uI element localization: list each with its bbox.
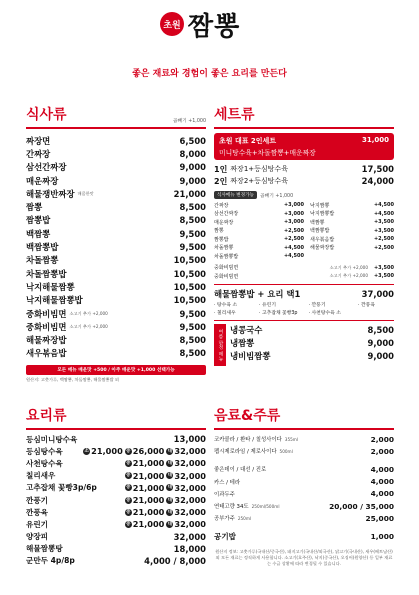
menu-item-name: 백짬뽕밥 (26, 242, 59, 253)
combo-option-row (214, 309, 394, 317)
set-row-label-group (214, 176, 288, 187)
dish-size-price (125, 519, 165, 529)
dish-price: 13,000 (173, 434, 206, 445)
menu-item-label-group (26, 188, 94, 200)
drink-label-group (214, 478, 240, 486)
size-circle: 중 (126, 497, 131, 503)
menu-item-name: 낙지해물짬뽕 (26, 281, 75, 292)
dish-size-price (125, 446, 165, 456)
sets-title: 세트류 (214, 107, 255, 123)
drink-label-group (214, 502, 280, 510)
dish-price: 32,000 (173, 531, 206, 542)
dish-size-price (125, 483, 165, 493)
dish-price-group (83, 446, 206, 456)
size-circle: 대 (167, 521, 173, 527)
set-option-row (214, 227, 394, 236)
drink-price: 2,000 (370, 434, 394, 444)
summer-rule (214, 320, 394, 321)
set-option-cell: +3,500 (373, 219, 394, 226)
menu-item-label-group (26, 294, 83, 306)
dish-size-price (125, 507, 165, 517)
menu-item-price: 9,000 (179, 175, 206, 186)
menu-item (26, 347, 206, 360)
dish-price-group (125, 507, 206, 517)
size-circle: 중 (126, 485, 131, 491)
menu-item-label-group (26, 241, 58, 253)
size-price: 32,000 (174, 507, 206, 518)
set-option-cell: +4,500 (373, 202, 394, 209)
set-option-grid (214, 201, 394, 261)
dish-price: 4,000 / 8,000 (144, 555, 206, 566)
menu-item-label-group (26, 334, 66, 346)
drinks-section (214, 405, 394, 567)
summer-item-price: 9,000 (367, 338, 394, 348)
set-row-desc: 짜장1+등심탕수육 (230, 165, 288, 173)
menu-item (26, 254, 206, 267)
menu-item (26, 320, 206, 333)
menu-item-name: 매운짜장 (26, 175, 59, 186)
summer-item-name: 냉짬뽕 (230, 338, 255, 348)
dish-name: 유린기 (26, 519, 49, 529)
tagline: 좋은 재료와 경험이 좋은 요리를 만든다 (132, 69, 287, 79)
size-circle: 대 (167, 473, 173, 479)
combo-option: · 탕수육 소 (214, 303, 238, 308)
set-option-name: 중화비빔면 (214, 273, 239, 280)
drink-sub: 250ml/500ml (251, 503, 280, 509)
size-circle: 중 (126, 460, 131, 466)
menu-item-label-group (26, 175, 58, 187)
set-option-cell: 짬뽕 (214, 228, 224, 235)
summer-item (230, 324, 394, 337)
dish-name: 칠리새우 (26, 471, 56, 481)
dish-price-group (125, 471, 206, 481)
meals-origin-note: 원산지: 고춧가루, 백짬뽕, 차돌짬뽕, 해물짬뽕밥 외 (26, 377, 119, 383)
set-option-row-2 (214, 264, 394, 273)
dish-item (26, 457, 206, 469)
dish-item (26, 482, 206, 494)
set-row (214, 175, 394, 187)
menu-item (26, 161, 206, 174)
dish-price-group (125, 483, 206, 493)
dish-size-price (125, 458, 165, 468)
size-circle: 소 (84, 448, 89, 454)
combo-option: · 고추잡채 꽃빵3p (259, 311, 298, 316)
menu-item-price: 8,500 (179, 348, 206, 359)
drink-price: 4,000 (370, 477, 394, 487)
size-price: 21,000 (132, 470, 165, 481)
signature-set-name: 초원 대표 2인세트 (219, 137, 277, 145)
dishes-rule (26, 428, 206, 430)
set-option-cell: +3,000 (283, 210, 304, 217)
logo-badge: 초원 (160, 12, 184, 36)
dish-size-price (166, 495, 206, 505)
dish-price-group (125, 519, 206, 529)
set-option-cell: +3,000 (283, 219, 304, 226)
drink-name: 이과두주 (214, 491, 235, 498)
set-row-name: 2인 (214, 176, 228, 186)
menu-item-name: 해물쟁반짜장 (26, 188, 75, 199)
options-note: 곱빼기 +1,000 (259, 193, 294, 199)
drink-price: 2,000 (370, 446, 394, 456)
dish-size-price (125, 471, 165, 481)
menu-item-price: 10,500 (173, 268, 206, 279)
menu-item-name: 중화비빔면 (26, 308, 67, 319)
drinks-origin-note: 원산지 정보: 고춧가루(국내산/중국산), 돼지고기(국내산/외국산), 닭고기(국내산), 새우(베트남산) 외 모든 재료는 정직하게 사용합니다. 소고기(호주산), 낙지(중국산), 오징어(원양산) 등 일부 재료는 수급 상황에 따라 변경될 수 있습니다. (215, 548, 393, 566)
set-option-cell: 낙지짬뽕밥 (310, 211, 335, 218)
dish-item (26, 445, 206, 457)
dish-size-price (83, 446, 123, 456)
dish-item (26, 555, 206, 567)
set-row-desc: 짜장2+등심탕수육 (230, 177, 288, 185)
drinks-rule (214, 428, 394, 430)
size-circle: 중 (126, 509, 131, 515)
logo (160, 6, 270, 44)
size-price: 32,000 (174, 495, 206, 506)
size-circle: 대 (167, 448, 173, 454)
menu-item-label-group (26, 228, 50, 240)
menu-item-name: 차돌짬뽕 (26, 255, 59, 266)
menu-item-label-group (26, 214, 50, 226)
drink-price: 1,000 (370, 531, 394, 541)
dish-price-group (125, 458, 206, 468)
menu-item-label-group (26, 148, 50, 160)
size-circle: 중 (126, 521, 131, 527)
options-badge: 식사메뉴 변경가능 (214, 191, 257, 199)
combo-rule (214, 284, 394, 285)
set-option-grid-2 (214, 264, 394, 281)
menu-item-name: 백짬뽕 (26, 228, 51, 239)
drink-sub: 355ml (284, 436, 299, 442)
combo-option: · 칠리새우 (214, 311, 236, 316)
summer-item (230, 350, 394, 363)
set-option-row (214, 244, 394, 253)
menu-item (26, 200, 206, 213)
menu-item-name: 해물짜장밥 (26, 335, 67, 346)
menu-item-price: 9,500 (179, 308, 206, 319)
menu-item-price: 9,000 (179, 162, 206, 173)
menu-item (26, 267, 206, 280)
menu-item-name: 간짜장 (26, 148, 51, 159)
set-option-row-2 (214, 272, 394, 281)
drink-item (214, 512, 394, 524)
size-price: 26,000 (132, 446, 165, 457)
size-price: 21,000 (132, 458, 165, 469)
drink-sub: 250ml (237, 515, 252, 521)
drink-label-group (214, 490, 235, 498)
menu-item-price: 21,000 (173, 188, 206, 199)
summer-item (230, 337, 394, 350)
drink-label-group (214, 465, 266, 473)
drink-name: 공기밥 (214, 531, 237, 541)
combo-option-row (214, 301, 394, 309)
dish-size-price (166, 483, 206, 493)
set-option-cell: +2,500 (283, 227, 304, 234)
combo-options (214, 301, 394, 317)
set-option-price: +3,500 (373, 264, 394, 271)
drink-price: 4,000 (370, 489, 394, 499)
menu-item-label-group (26, 161, 66, 173)
set-option-cell: 백짬뽕밥 (310, 228, 330, 235)
menu-item-label-group (26, 135, 50, 147)
combo-option: · 유린기 (259, 303, 276, 308)
drinks-title: 음료&주류 (214, 408, 281, 424)
combo-option: · 사천탕수육 소 (308, 311, 341, 316)
dish-size-price (166, 446, 206, 456)
dish-name: 사천탕수육 (26, 458, 63, 468)
dishes-section (26, 405, 206, 567)
set-option-row (214, 218, 394, 227)
signature-set (214, 133, 394, 160)
dish-item (26, 433, 206, 445)
drink-label-group (214, 447, 293, 455)
menu-item-price: 8,500 (179, 202, 206, 213)
menu-item-price: 8,500 (179, 215, 206, 226)
menu-item-price: 9,500 (179, 242, 206, 253)
size-price: 32,000 (174, 482, 206, 493)
summer-item-price: 9,000 (367, 351, 394, 361)
set-option-cell: 짬뽕밥 (214, 236, 229, 243)
menu-item-name: 중화비빔면 (26, 321, 67, 332)
size-price: 21,000 (132, 507, 165, 518)
dish-size-price (125, 495, 165, 505)
size-price: 32,000 (174, 458, 206, 469)
size-circle: 대 (167, 509, 173, 515)
set-row-name: 1인 (214, 164, 228, 174)
dish-item (26, 531, 206, 543)
set-row-price: 17,500 (361, 164, 394, 174)
menu-item-name: 낙지해물짬뽕밥 (26, 295, 83, 306)
set-option-row (214, 252, 394, 261)
size-price: 21,000 (132, 495, 165, 506)
menu-item-name: 차돌짬뽕밥 (26, 268, 67, 279)
summer-items (230, 324, 394, 366)
set-option-cell: +3,500 (373, 227, 394, 234)
drink-item (214, 463, 394, 475)
menu-item-label-group (26, 254, 58, 266)
menu-item-price: 6,500 (179, 135, 206, 146)
dish-size-price (166, 471, 206, 481)
menu-item-name: 짬뽕밥 (26, 215, 51, 226)
meals-rule (26, 127, 206, 129)
size-price: 21,000 (91, 446, 123, 457)
drink-price: 4,000 (370, 464, 394, 474)
size-price: 21,000 (132, 519, 165, 530)
sets-rule (214, 127, 394, 129)
menu-item-price: 9,500 (179, 321, 206, 332)
dish-name: 등심탕수육 (26, 446, 63, 456)
set-rows (214, 163, 394, 187)
menu-item-label-group (26, 268, 66, 280)
menu-item-sub: 소고기 추가 +2,000 (69, 323, 108, 329)
set-option-sub: 소고기 추가 +2,000 (329, 273, 368, 279)
menu-item-label-group (26, 281, 75, 293)
set-option-cell: 차돌짬뽕 (214, 245, 234, 252)
set-option-cell: +4,500 (373, 210, 394, 217)
menu-item-name: 새우볶음밥 (26, 348, 67, 359)
dish-name: 깐풍육 (26, 507, 49, 517)
dish-item (26, 470, 206, 482)
set-row-price: 24,000 (361, 176, 394, 186)
set-row (214, 163, 394, 175)
drink-label-group (214, 435, 298, 443)
drink-name: 펩시제로라임 / 제로사이다 (214, 449, 277, 456)
set-option-cell: 낙지짬뽕 (310, 202, 330, 209)
set-option-cell: +3,000 (283, 202, 304, 209)
sets-section (214, 104, 394, 366)
drink-name: 좋은데이 / 대선 / 진로 (214, 467, 267, 474)
menu-item-name: 삼선간짜장 (26, 162, 67, 173)
menu-item (26, 333, 206, 346)
dish-item (26, 518, 206, 530)
dish-name: 군만두 4p/8p (26, 556, 75, 566)
set-option-name: 중화비빔면 (214, 265, 239, 272)
dish-name: 해물짬뽕탕 (26, 544, 63, 554)
set-option-cell: 삼선간짜장 (214, 211, 239, 218)
size-price: 32,000 (174, 470, 206, 481)
dish-item (26, 506, 206, 518)
size-circle: 대 (167, 485, 173, 491)
summer-tag: 여름 한정 메뉴 (214, 324, 226, 366)
dish-name: 양장피 (26, 532, 49, 542)
menu-item-sub: 매콤한맛 (77, 190, 94, 196)
menu-item (26, 280, 206, 293)
logo-text: 짬뽕 (188, 12, 241, 42)
meals-title: 식사류 (26, 107, 67, 123)
summer-item-name: 냉콩국수 (230, 325, 263, 335)
set-option-sub: 소고기 추가 +2,000 (329, 264, 368, 270)
combo-name: 해물짬뽕밥 + 요리 택1 (214, 288, 301, 299)
menu-item (26, 147, 206, 160)
size-circle: 대 (167, 460, 173, 466)
size-circle: 중 (126, 448, 131, 454)
set-option-cell: 해물짜장밥 (310, 245, 335, 252)
menu-item (26, 294, 206, 307)
signature-set-price: 31,000 (361, 136, 389, 144)
dish-size-price (166, 458, 206, 468)
drink-name: 코카콜라 / 환타 / 칠성사이다 (214, 437, 282, 444)
dishes-list (26, 433, 206, 567)
set-row-label-group (214, 164, 288, 175)
menu-item-sub: 소고기 추가 +2,000 (69, 310, 108, 316)
menu-item-price: 10,500 (173, 281, 206, 292)
set-option-cell: 매운짜장 (214, 219, 234, 226)
dish-price: 18,000 (173, 543, 206, 554)
menu-item-price: 10,500 (173, 295, 206, 306)
set-option-cell: 백짬뽕 (310, 219, 325, 226)
menu-item-label-group (26, 321, 108, 333)
dish-size-price (166, 507, 206, 517)
drink-name: 공부가주 (214, 516, 235, 523)
drink-name: 연태고량 34도 (214, 504, 249, 511)
size-circle: 중 (126, 473, 131, 479)
dish-item (26, 494, 206, 506)
drink-item (214, 500, 394, 512)
drink-item (214, 530, 394, 542)
menu-item (26, 134, 206, 147)
dish-item (26, 543, 206, 555)
drink-name: 카스 / 테라 (214, 479, 241, 486)
drink-item (214, 476, 394, 488)
menu-item (26, 187, 206, 200)
set-option-price: +3,500 (373, 273, 394, 280)
combo-price: 37,000 (361, 288, 394, 299)
set-option-row (214, 210, 394, 219)
menu-item-price: 9,500 (179, 228, 206, 239)
summer-menu (214, 324, 394, 366)
dish-size-price (166, 519, 206, 529)
drink-price: 20,000 / 35,000 (329, 501, 394, 511)
menu-item-name: 짜장면 (26, 135, 51, 146)
menu-item-price: 10,500 (173, 255, 206, 266)
menu-item (26, 227, 206, 240)
drink-sub: 500ml (279, 448, 293, 454)
drink-label-group (214, 514, 251, 522)
menu-item-price: 8,500 (179, 335, 206, 346)
drink-label-group (214, 531, 236, 542)
size-price: 32,000 (174, 519, 206, 530)
combo-option: · 깐풍육 (358, 303, 375, 308)
set-option-cell: +4,500 (283, 244, 304, 251)
menu-item-price: 8,000 (179, 148, 206, 159)
dish-name: 깐풍기 (26, 495, 49, 505)
set-option-cell: 차돌짬뽕밥 (214, 253, 239, 260)
summer-item-price: 8,500 (367, 325, 394, 335)
set-option-cell: 새우볶음밥 (310, 236, 335, 243)
meals-note: 곱빼기 +1,000 (172, 119, 206, 124)
size-circle: 대 (167, 497, 173, 503)
meals-list (26, 134, 206, 360)
dish-price-group (125, 495, 206, 505)
drink-item (214, 433, 394, 445)
set-option-cell: +2,500 (373, 236, 394, 243)
menu-item (26, 174, 206, 187)
menu-item (26, 307, 206, 320)
dishes-title: 요리류 (26, 408, 67, 424)
drink-price: 25,000 (365, 513, 394, 523)
set-option-cell: +2,500 (373, 244, 394, 251)
menu-item (26, 240, 206, 253)
menu-item-label-group (26, 347, 66, 359)
set-option-cell: +2,500 (283, 236, 304, 243)
menu-item-label-group (26, 201, 42, 213)
drinks-list (214, 433, 394, 543)
menu-item-label-group (26, 308, 108, 320)
summer-item-name: 냉비빔짬뽕 (230, 351, 271, 361)
signature-set-desc: 미니탕수육+차돌짬뽕+매운짜장 (219, 149, 316, 157)
menu-item (26, 214, 206, 227)
dish-name: 고추잡채 꽃빵3p/6p (26, 483, 97, 493)
set-option-cell: 간짜장 (214, 202, 229, 209)
combo-option: · 깐풍기 (308, 303, 326, 308)
meals-section (26, 104, 206, 383)
combo-row (214, 288, 394, 300)
spice-option-bar: 모든 메뉴 매운맛 +500 / 아주 매운맛 +1,000 선택가능 (26, 365, 206, 375)
drink-item (214, 445, 394, 457)
set-option-cell: +4,500 (283, 253, 304, 260)
set-option-row (214, 235, 394, 244)
set-option-row (214, 201, 394, 210)
size-price: 32,000 (174, 446, 206, 457)
menu-item-name: 짬뽕 (26, 202, 43, 213)
drink-item (214, 488, 394, 500)
dish-name: 등심미니탕수육 (26, 434, 78, 444)
size-price: 21,000 (132, 482, 165, 493)
